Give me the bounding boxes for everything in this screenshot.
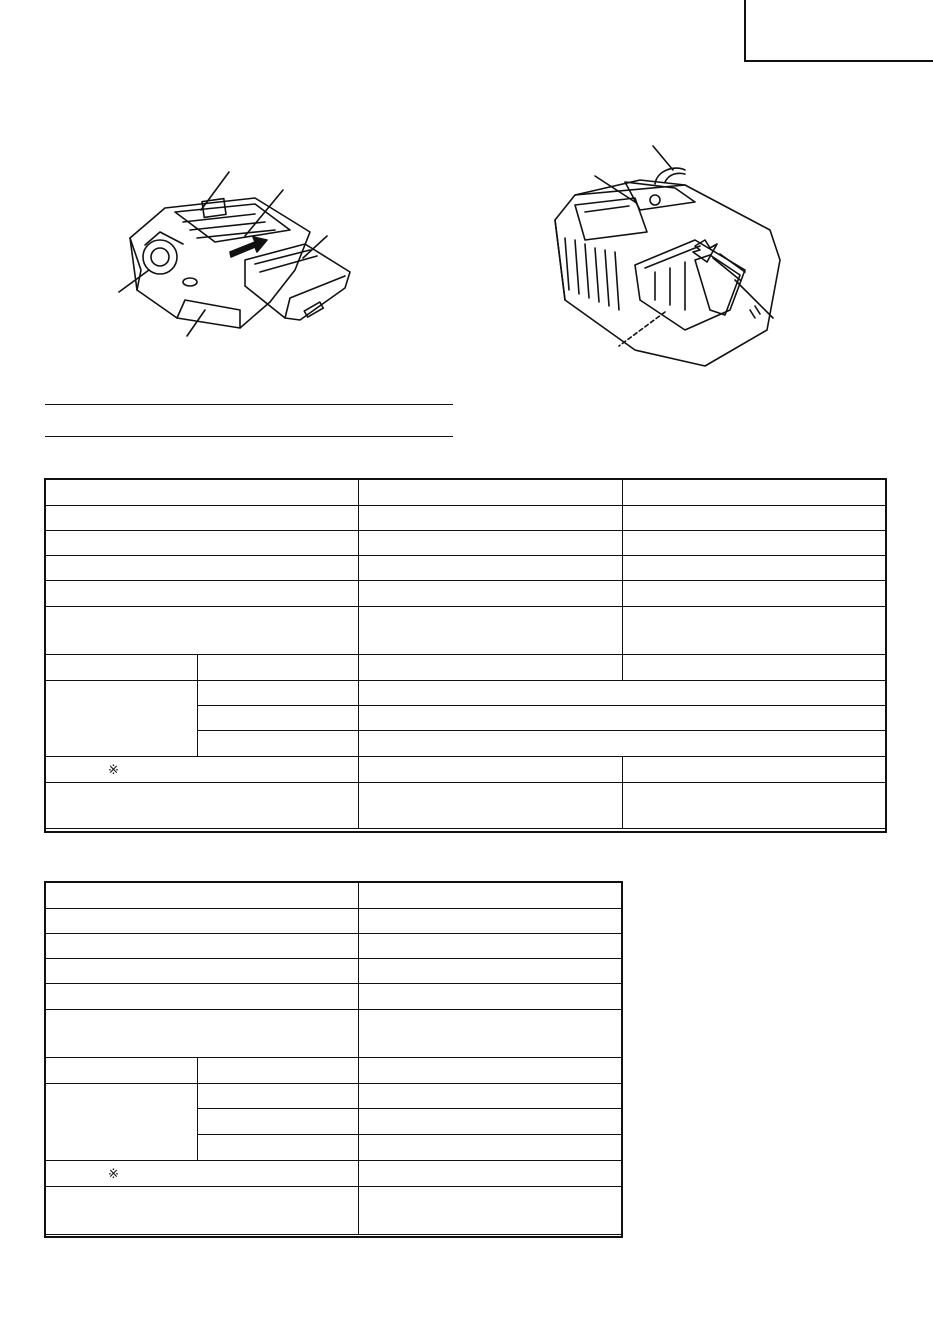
cell <box>198 1135 359 1161</box>
cell <box>198 706 359 731</box>
cell <box>359 1161 623 1187</box>
cell <box>623 757 887 783</box>
cell <box>623 556 887 581</box>
page-tab <box>744 0 933 62</box>
note-mark: ※ <box>46 1161 359 1187</box>
cell <box>198 655 359 681</box>
cell <box>359 1187 623 1235</box>
cell <box>623 655 887 681</box>
cell <box>198 1084 359 1109</box>
cell <box>359 783 623 829</box>
cell <box>359 757 623 783</box>
cell <box>623 506 887 531</box>
cell <box>198 1058 359 1084</box>
cell <box>359 984 623 1010</box>
rule-bottom <box>45 436 453 437</box>
cell <box>359 506 623 531</box>
cell <box>359 607 623 655</box>
cell <box>46 556 359 581</box>
cell <box>359 909 623 934</box>
cell <box>198 681 359 706</box>
cell <box>46 984 359 1010</box>
cell <box>359 934 623 959</box>
cell <box>623 581 887 607</box>
cell <box>359 731 887 757</box>
cell <box>46 1187 359 1235</box>
note-mark: ※ <box>46 757 359 783</box>
cell <box>46 909 359 934</box>
cell <box>359 1109 623 1135</box>
cell <box>46 883 359 909</box>
spec-table-1 <box>45 479 887 829</box>
cell <box>359 480 623 506</box>
charger-illustration <box>545 140 800 375</box>
cell <box>46 1058 198 1084</box>
cell <box>623 607 887 655</box>
cell <box>359 1135 623 1161</box>
cell <box>359 1058 623 1084</box>
cell <box>46 959 359 984</box>
cell <box>359 1010 623 1058</box>
cell <box>359 531 623 556</box>
cell <box>46 681 198 757</box>
spec-table-2 <box>45 882 623 1235</box>
cell <box>359 1084 623 1109</box>
cell <box>359 883 623 909</box>
cell <box>46 506 359 531</box>
cell <box>198 1109 359 1135</box>
cell <box>46 1084 198 1161</box>
cell <box>359 959 623 984</box>
cell <box>623 480 887 506</box>
cell <box>198 731 359 757</box>
cell <box>623 531 887 556</box>
cell <box>46 581 359 607</box>
cell <box>359 581 623 607</box>
cell <box>623 783 887 829</box>
cell <box>359 706 887 731</box>
battery-pack-illustration <box>105 160 375 345</box>
cell <box>359 681 887 706</box>
cell <box>46 934 359 959</box>
rule-top <box>45 404 453 405</box>
cell <box>46 1010 359 1058</box>
cell <box>359 556 623 581</box>
cell <box>46 783 359 829</box>
cell <box>46 480 359 506</box>
cell <box>359 655 623 681</box>
cell <box>46 607 359 655</box>
cell <box>46 531 359 556</box>
cell <box>46 655 198 681</box>
